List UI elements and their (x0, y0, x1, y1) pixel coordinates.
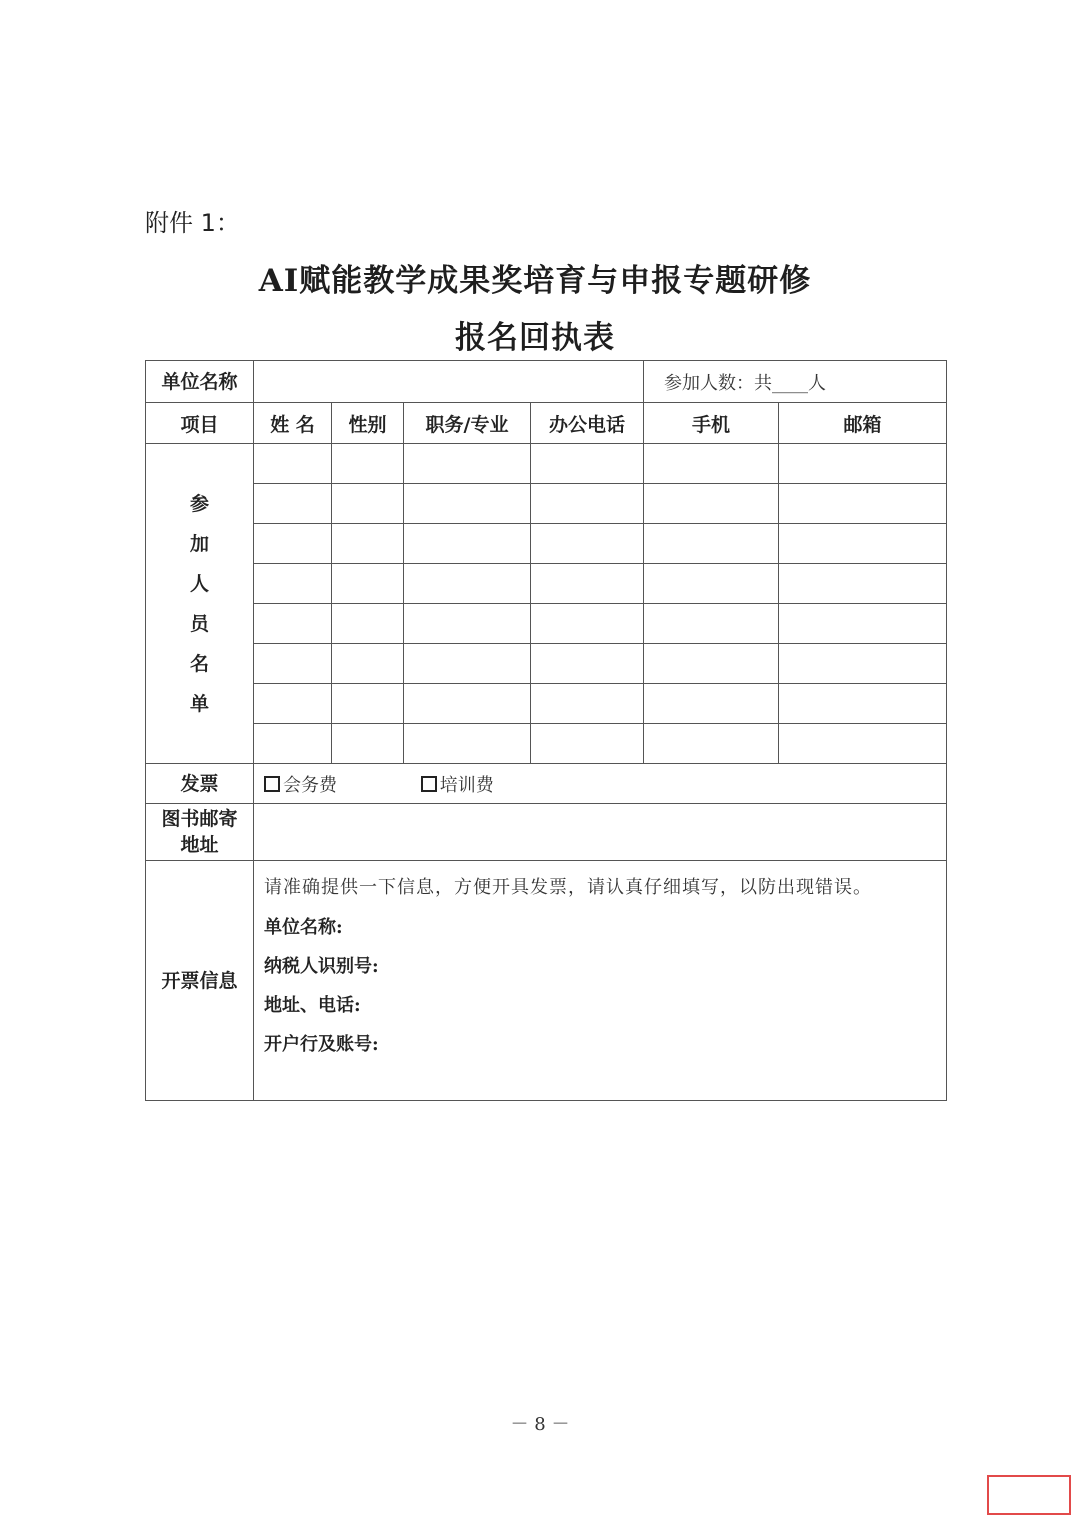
name-cell[interactable] (254, 564, 332, 604)
checkbox-icon[interactable] (421, 776, 437, 792)
gender-cell[interactable] (332, 684, 404, 724)
email-cell[interactable] (779, 524, 947, 564)
position-cell[interactable] (404, 444, 531, 484)
table-row (146, 444, 947, 484)
table-row (146, 644, 947, 684)
unit-name-field[interactable] (254, 361, 644, 403)
mailing-address-field[interactable] (254, 804, 947, 861)
billing-field-bank-account: 开户行及账号: (264, 1034, 379, 1055)
name-cell[interactable] (254, 524, 332, 564)
billing-field-unit-name: 单位名称: (264, 917, 343, 938)
email-cell[interactable] (779, 564, 947, 604)
position-cell[interactable] (404, 604, 531, 644)
gender-cell[interactable] (332, 644, 404, 684)
office-phone-cell[interactable] (531, 604, 644, 644)
position-cell[interactable] (404, 684, 531, 724)
name-cell[interactable] (254, 604, 332, 644)
col-header-office-phone: 办公电话 (531, 403, 644, 444)
name-cell[interactable] (254, 684, 332, 724)
name-cell[interactable] (254, 484, 332, 524)
invoice-option-label: 会务费 (283, 774, 337, 796)
office-phone-cell[interactable] (531, 684, 644, 724)
email-cell[interactable] (779, 724, 947, 764)
mailing-address-label: 图书邮寄 地址 (146, 804, 254, 861)
name-cell[interactable] (254, 724, 332, 764)
billing-field-address-phone: 地址、电话: (264, 995, 361, 1016)
office-phone-cell[interactable] (531, 724, 644, 764)
position-cell[interactable] (404, 484, 531, 524)
participants-list-label: 参 加 人 员 名 单 (146, 444, 254, 764)
attachment-label: 附件 1： (145, 209, 240, 237)
watermark-stamp (987, 1475, 1071, 1515)
col-header-name: 姓 名 (254, 403, 332, 444)
col-header-gender: 性别 (332, 403, 404, 444)
office-phone-cell[interactable] (531, 564, 644, 604)
table-row (146, 484, 947, 524)
table-row (146, 564, 947, 604)
unit-name-label: 单位名称 (146, 361, 254, 403)
position-cell[interactable] (404, 644, 531, 684)
name-cell[interactable] (254, 444, 332, 484)
mobile-cell[interactable] (644, 524, 779, 564)
mobile-cell[interactable] (644, 644, 779, 684)
mobile-cell[interactable] (644, 564, 779, 604)
invoice-option-training-fee[interactable] (421, 771, 494, 797)
invoice-option-label: 培训费 (439, 774, 494, 796)
col-header-mobile: 手机 (644, 403, 779, 444)
document-subtitle: 报名回执表 (455, 320, 615, 356)
participant-count-field[interactable]: 参加人数：共____人 (644, 361, 947, 403)
col-header-item: 项目 (146, 403, 254, 444)
email-cell[interactable] (779, 604, 947, 644)
mobile-cell[interactable] (644, 604, 779, 644)
email-cell[interactable] (779, 684, 947, 724)
billing-field-tax-id: 纳税人识别号: (264, 956, 379, 977)
invoice-options (254, 764, 947, 804)
office-phone-cell[interactable] (531, 484, 644, 524)
position-cell[interactable] (404, 524, 531, 564)
billing-note: 请准确提供一下信息，方便开具发票，请认真仔细填写，以防出现错误。 (264, 877, 872, 898)
mobile-cell[interactable] (644, 484, 779, 524)
mobile-cell[interactable] (644, 684, 779, 724)
gender-cell[interactable] (332, 724, 404, 764)
invoice-label: 发票 (146, 764, 254, 804)
email-cell[interactable] (779, 444, 947, 484)
gender-cell[interactable] (332, 444, 404, 484)
position-cell[interactable] (404, 564, 531, 604)
billing-info-label: 开票信息 (146, 861, 254, 1101)
checkbox-icon[interactable] (264, 776, 280, 792)
mobile-cell[interactable] (644, 724, 779, 764)
gender-cell[interactable] (332, 604, 404, 644)
office-phone-cell[interactable] (531, 444, 644, 484)
page-number: － 8 － (510, 1414, 570, 1435)
office-phone-cell[interactable] (531, 644, 644, 684)
table-row (146, 724, 947, 764)
invoice-option-conference-fee[interactable] (264, 771, 337, 797)
name-cell[interactable] (254, 644, 332, 684)
email-cell[interactable] (779, 644, 947, 684)
col-header-position: 职务/专业 (404, 403, 531, 444)
table-row (146, 604, 947, 644)
billing-info-field[interactable] (254, 861, 947, 1101)
position-cell[interactable] (404, 724, 531, 764)
mobile-cell[interactable] (644, 444, 779, 484)
gender-cell[interactable] (332, 484, 404, 524)
email-cell[interactable] (779, 484, 947, 524)
document-title: AI赋能教学成果奖培育与申报专题研修 (258, 263, 812, 299)
gender-cell[interactable] (332, 524, 404, 564)
table-row (146, 524, 947, 564)
registration-form-table (145, 360, 947, 1101)
gender-cell[interactable] (332, 564, 404, 604)
col-header-email: 邮箱 (779, 403, 947, 444)
office-phone-cell[interactable] (531, 524, 644, 564)
table-row (146, 684, 947, 724)
